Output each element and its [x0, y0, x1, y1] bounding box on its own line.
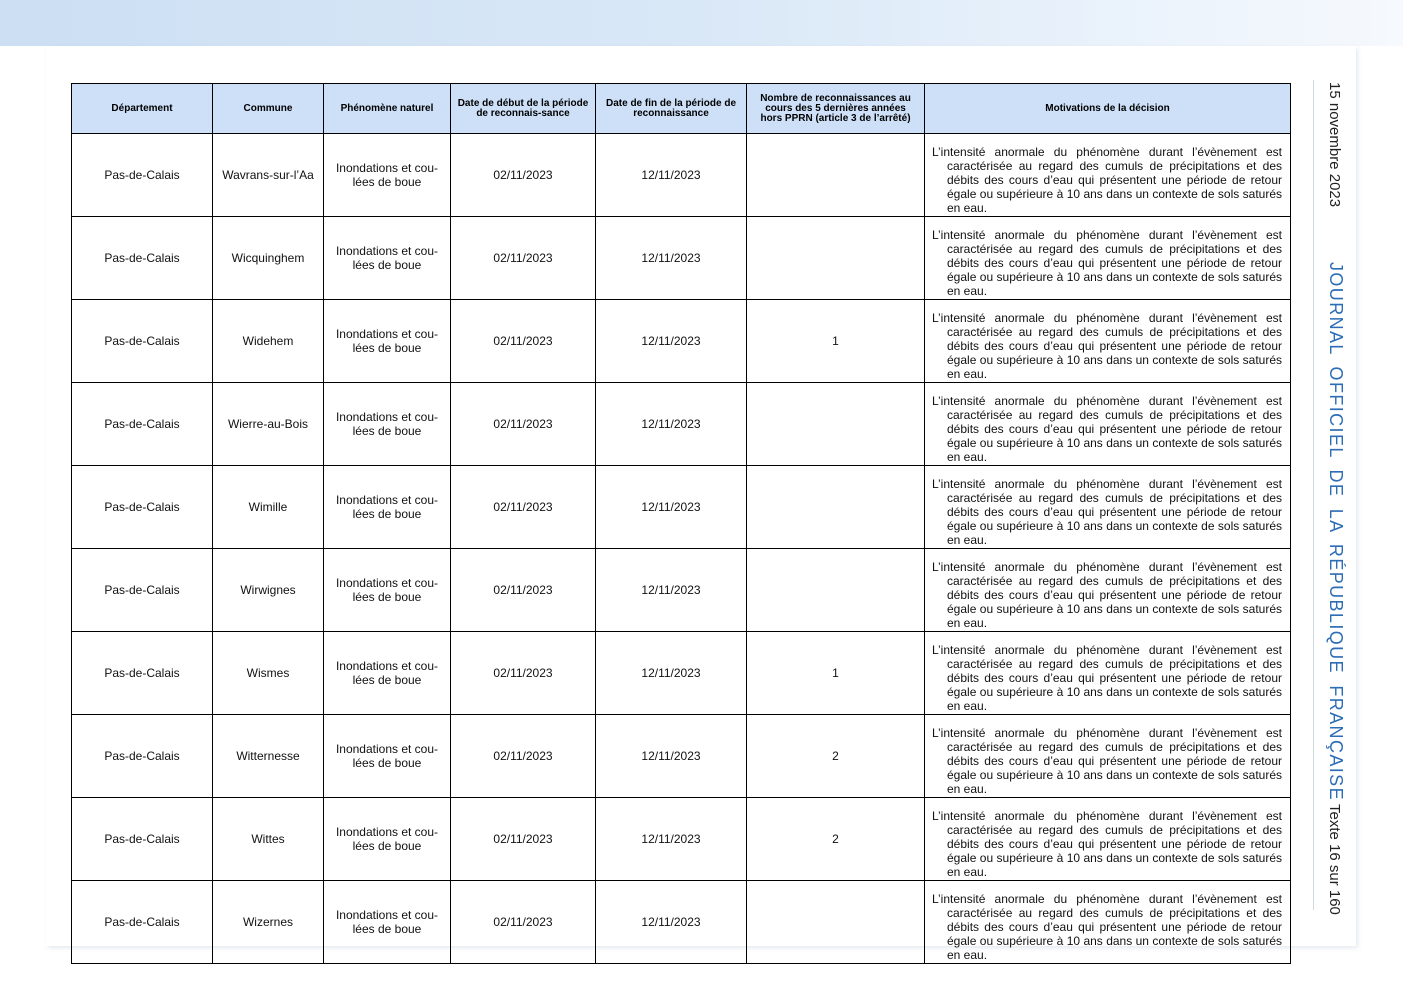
cell-departement: Pas-de-Calais: [72, 632, 213, 715]
motivation-text: L’intensité anormale du phénomène durant l’évènement est caractérisée au regard des cumuls de précipitations et des débits des cours d’eau qui présentent une période de retour égale ou supérieure à 10 ans dans un contexte de sols saturés en eau.: [932, 643, 1282, 713]
motivation-text: L’intensité anormale du phénomène durant l’évènement est caractérisée au regard des cumuls de précipitations et des débits des cours d’eau qui présentent une période de retour égale ou supérieure à 10 ans dans un contexte de sols saturés en eau.: [932, 892, 1282, 962]
cell-commune: Wittes: [213, 798, 324, 881]
col-header-departement: Département: [72, 84, 213, 134]
recognition-table: [71, 83, 1291, 964]
cell-phenomene: Inondations et cou-lées de boue: [324, 632, 451, 715]
cell-commune: Wierre-au-Bois: [213, 383, 324, 466]
col-header-date-debut: Date de début de la période de reconnais-sance: [451, 84, 596, 134]
cell-nombre: [747, 383, 925, 466]
cell-date-debut: 02/11/2023: [451, 881, 596, 964]
cell-nombre: [747, 881, 925, 964]
page-reference: Texte 16 sur 160: [1326, 804, 1343, 915]
cell-phenomene: Inondations et cou-lées de boue: [324, 466, 451, 549]
cell-date-fin: 12/11/2023: [596, 383, 747, 466]
cell-motivation: [925, 715, 1291, 798]
cell-departement: Pas-de-Calais: [72, 134, 213, 217]
table-body: [72, 134, 1291, 964]
cell-nombre: [747, 134, 925, 217]
table-row: [72, 466, 1291, 549]
cell-departement: Pas-de-Calais: [72, 383, 213, 466]
cell-date-debut: 02/11/2023: [451, 134, 596, 217]
cell-nombre: [747, 466, 925, 549]
cell-phenomene: Inondations et cou-lées de boue: [324, 134, 451, 217]
table-row: [72, 383, 1291, 466]
col-header-commune: Commune: [213, 84, 324, 134]
cell-commune: Wicquinghem: [213, 217, 324, 300]
table-row: [72, 549, 1291, 632]
cell-date-debut: 02/11/2023: [451, 798, 596, 881]
cell-date-fin: 12/11/2023: [596, 798, 747, 881]
cell-date-debut: 02/11/2023: [451, 217, 596, 300]
cell-date-debut: 02/11/2023: [451, 466, 596, 549]
cell-nombre: 2: [747, 715, 925, 798]
cell-nombre: 1: [747, 632, 925, 715]
table-row: [72, 217, 1291, 300]
cell-date-fin: 12/11/2023: [596, 466, 747, 549]
table-row: [72, 798, 1291, 881]
cell-departement: Pas-de-Calais: [72, 466, 213, 549]
cell-motivation: [925, 881, 1291, 964]
cell-date-fin: 12/11/2023: [596, 549, 747, 632]
cell-departement: Pas-de-Calais: [72, 715, 213, 798]
cell-nombre: 1: [747, 300, 925, 383]
cell-commune: Wavrans-sur-l’Aa: [213, 134, 324, 217]
cell-date-fin: 12/11/2023: [596, 134, 747, 217]
cell-departement: Pas-de-Calais: [72, 881, 213, 964]
cell-departement: Pas-de-Calais: [72, 300, 213, 383]
cell-phenomene: Inondations et cou-lées de boue: [324, 549, 451, 632]
cell-commune: Wirwignes: [213, 549, 324, 632]
cell-motivation: [925, 798, 1291, 881]
cell-departement: Pas-de-Calais: [72, 217, 213, 300]
cell-nombre: 2: [747, 798, 925, 881]
journal-title: JOURNAL OFFICIEL DE LA RÉPUBLIQUE FRANÇAISE: [1326, 262, 1346, 801]
cell-date-debut: 02/11/2023: [451, 632, 596, 715]
motivation-text: L’intensité anormale du phénomène durant l’évènement est caractérisée au regard des cumuls de précipitations et des débits des cours d’eau qui présentent une période de retour égale ou supérieure à 10 ans dans un contexte de sols saturés en eau.: [932, 311, 1282, 381]
col-header-motivations: Motivations de la décision: [925, 84, 1291, 134]
motivation-text: L’intensité anormale du phénomène durant l’évènement est caractérisée au regard des cumuls de précipitations et des débits des cours d’eau qui présentent une période de retour égale ou supérieure à 10 ans dans un contexte de sols saturés en eau.: [932, 726, 1282, 796]
motivation-text: L’intensité anormale du phénomène durant l’évènement est caractérisée au regard des cumuls de précipitations et des débits des cours d’eau qui présentent une période de retour égale ou supérieure à 10 ans dans un contexte de sols saturés en eau.: [932, 228, 1282, 298]
col-header-nombre: Nombre de reconnaissances au cours des 5 dernières années hors PPRN (article 3 de l’arrêté): [747, 84, 925, 134]
cell-commune: Wismes: [213, 632, 324, 715]
cell-commune: Witternesse: [213, 715, 324, 798]
cell-date-debut: 02/11/2023: [451, 300, 596, 383]
cell-motivation: [925, 549, 1291, 632]
cell-motivation: [925, 300, 1291, 383]
motivation-text: L’intensité anormale du phénomène durant l’évènement est caractérisée au regard des cumuls de précipitations et des débits des cours d’eau qui présentent une période de retour égale ou supérieure à 10 ans dans un contexte de sols saturés en eau.: [932, 560, 1282, 630]
cell-departement: Pas-de-Calais: [72, 798, 213, 881]
cell-date-fin: 12/11/2023: [596, 881, 747, 964]
col-header-date-fin: Date de fin de la période de reconnaissance: [596, 84, 747, 134]
cell-motivation: [925, 466, 1291, 549]
motivation-text: L’intensité anormale du phénomène durant l’évènement est caractérisée au regard des cumuls de précipitations et des débits des cours d’eau qui présentent une période de retour égale ou supérieure à 10 ans dans un contexte de sols saturés en eau.: [932, 145, 1282, 215]
table-row: [72, 632, 1291, 715]
cell-nombre: [747, 217, 925, 300]
cell-commune: Wizernes: [213, 881, 324, 964]
cell-date-fin: 12/11/2023: [596, 715, 747, 798]
cell-departement: Pas-de-Calais: [72, 549, 213, 632]
col-header-phenomene: Phénomène naturel: [324, 84, 451, 134]
table-row: [72, 881, 1291, 964]
cell-phenomene: Inondations et cou-lées de boue: [324, 881, 451, 964]
cell-commune: Widehem: [213, 300, 324, 383]
cell-date-fin: 12/11/2023: [596, 632, 747, 715]
cell-phenomene: Inondations et cou-lées de boue: [324, 383, 451, 466]
motivation-text: L’intensité anormale du phénomène durant l’évènement est caractérisée au regard des cumuls de précipitations et des débits des cours d’eau qui présentent une période de retour égale ou supérieure à 10 ans dans un contexte de sols saturés en eau.: [932, 394, 1282, 464]
cell-date-fin: 12/11/2023: [596, 300, 747, 383]
table-row: [72, 134, 1291, 217]
motivation-text: L’intensité anormale du phénomène durant l’évènement est caractérisée au regard des cumuls de précipitations et des débits des cours d’eau qui présentent une période de retour égale ou supérieure à 10 ans dans un contexte de sols saturés en eau.: [932, 477, 1282, 547]
cell-motivation: [925, 217, 1291, 300]
cell-phenomene: Inondations et cou-lées de boue: [324, 715, 451, 798]
table-row: [72, 715, 1291, 798]
cell-motivation: [925, 383, 1291, 466]
table-header: [72, 84, 1291, 134]
cell-date-debut: 02/11/2023: [451, 549, 596, 632]
cell-commune: Wimille: [213, 466, 324, 549]
top-banner: [0, 0, 1403, 46]
cell-motivation: [925, 134, 1291, 217]
publication-date: 15 novembre 2023: [1326, 82, 1343, 208]
cell-phenomene: Inondations et cou-lées de boue: [324, 217, 451, 300]
cell-date-debut: 02/11/2023: [451, 715, 596, 798]
header-row: [72, 84, 1291, 134]
motivation-text: L’intensité anormale du phénomène durant l’évènement est caractérisée au regard des cumuls de précipitations et des débits des cours d’eau qui présentent une période de retour égale ou supérieure à 10 ans dans un contexte de sols saturés en eau.: [932, 809, 1282, 879]
cell-nombre: [747, 549, 925, 632]
table-row: [72, 300, 1291, 383]
cell-phenomene: Inondations et cou-lées de boue: [324, 300, 451, 383]
cell-date-fin: 12/11/2023: [596, 217, 747, 300]
cell-phenomene: Inondations et cou-lées de boue: [324, 798, 451, 881]
cell-motivation: [925, 632, 1291, 715]
side-divider: [1313, 80, 1314, 910]
cell-date-debut: 02/11/2023: [451, 383, 596, 466]
